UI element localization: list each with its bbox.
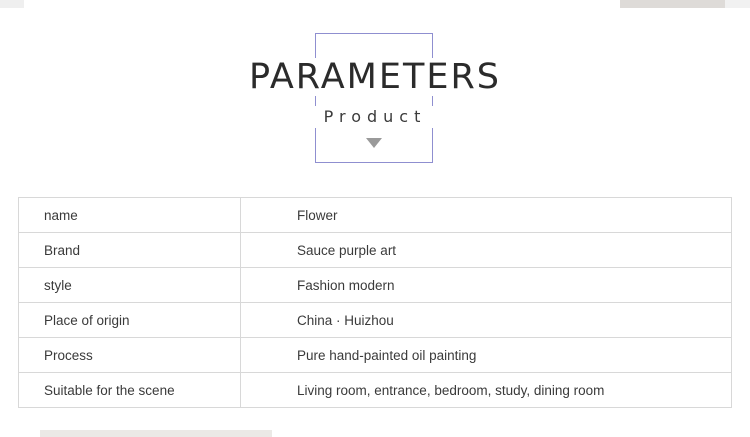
table-cell-value: Pure hand-painted oil painting [241,338,732,373]
table-cell-label: Suitable for the scene [19,373,241,408]
table-cell-value: Flower [241,198,732,233]
parameters-table [18,197,732,408]
table-row [19,373,732,408]
page-header [0,0,750,180]
table-cell-label: Place of origin [19,303,241,338]
page-subtitle: Product [314,106,437,128]
table-cell-label: Process [19,338,241,373]
bottom-edge-strip [0,430,750,437]
table-cell-value: Fashion modern [241,268,732,303]
table-cell-value: Living room, entrance, bedroom, study, dining room [241,373,732,408]
table-row [19,198,732,233]
table-cell-label: style [19,268,241,303]
table-row [19,268,732,303]
table-cell-value: Sauce purple art [241,233,732,268]
parameters-table-body [19,198,732,408]
table-cell-label: name [19,198,241,233]
page-subtitle-wrap [0,106,750,128]
table-row [19,233,732,268]
table-cell-value: China · Huizhou [241,303,732,338]
page-title: PARAMETERS [233,58,517,96]
page-title-wrap [0,58,750,96]
bottom-strip-segment [40,430,272,437]
table-cell-label: Brand [19,233,241,268]
triangle-down-icon [366,138,382,148]
table-row [19,338,732,373]
table-row [19,303,732,338]
